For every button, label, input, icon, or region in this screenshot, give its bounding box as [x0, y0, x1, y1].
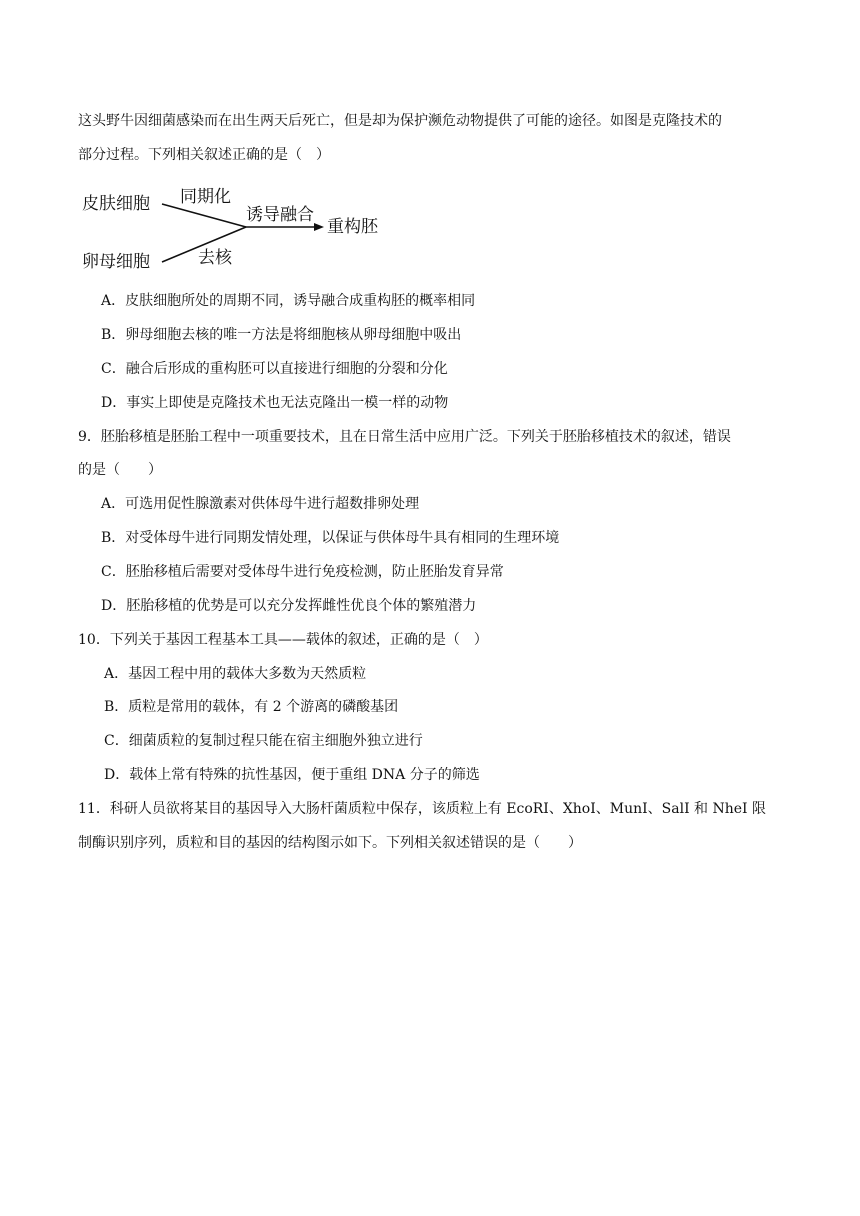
q8-option-c: C．融合后形成的重构胚可以直接进行细胞的分裂和分化: [101, 361, 448, 377]
q9-option-d: D．胚胎移植的优势是可以充分发挥雌性优良个体的繁殖潜力: [101, 598, 477, 614]
q10-option-c: C．细菌质粒的复制过程只能在宿主细胞外独立进行: [104, 733, 423, 749]
q9-stem-line-2: 的是（ ）: [78, 462, 162, 478]
q11-stem-line-1: 11．科研人员欲将某目的基因导入大肠杆菌质粒中保存，该质粒上有 EcoRI、XhoI、MunI、SalI 和 NheI 限: [78, 801, 767, 817]
fusion-arrow-head: [314, 223, 324, 231]
skin-cell-label: 皮肤细胞: [82, 194, 150, 214]
q10-option-b: B．质粒是常用的载体，有 2 个游离的磷酸基团: [104, 699, 399, 715]
q9-option-b: B．对受体母牛进行同期发情处理，以保证与供体母牛具有相同的生理环境: [101, 530, 560, 546]
q9-option-a: A．可选用促性腺激素对供体母牛进行超数排卵处理: [101, 496, 420, 512]
intro-line-1: 这头野牛因细菌感染而在出生两天后死亡，但是却为保护濒危动物提供了可能的途径。如图是克隆技术的: [78, 113, 722, 129]
synchronize-label: 同期化: [180, 187, 231, 207]
q8-option-d: D．事实上即使是克隆技术也无法克隆出一模一样的动物: [101, 395, 449, 411]
q10-option-d: D．载体上常有特殊的抗性基因，便于重组 DNA 分子的筛选: [104, 767, 480, 783]
q11-stem-line-2: 制酶识别序列，质粒和目的基因的结构图示如下。下列相关叙述错误的是（ ）: [78, 835, 582, 851]
q9-stem-line-1: 9．胚胎移植是胚胎工程中一项重要技术，且在日常生活中应用广泛。下列关于胚胎移植技术的叙述，错误: [78, 429, 731, 445]
skin-cell-line: [162, 204, 246, 227]
enucleate-label: 去核: [198, 248, 232, 268]
q10-option-a: A．基因工程中用的载体大多数为天然质粒: [104, 666, 367, 682]
cloning-diagram: [80, 180, 400, 280]
q8-option-b: B．卵母细胞去核的唯一方法是将细胞核从卵母细胞中吸出: [101, 327, 462, 343]
q9-option-c: C．胚胎移植后需要对受体母牛进行免疫检测，防止胚胎发育异常: [101, 564, 504, 580]
q8-option-a: A．皮肤细胞所处的周期不同，诱导融合成重构胚的概率相同: [101, 293, 476, 309]
reconstructed-embryo-label: 重构胚: [327, 217, 378, 237]
induce-fusion-label: 诱导融合: [246, 205, 314, 225]
oocyte-label: 卵母细胞: [82, 252, 150, 272]
q10-stem: 10．下列关于基因工程基本工具——载体的叙述，正确的是（ ）: [78, 632, 488, 648]
intro-line-2: 部分过程。下列相关叙述正确的是（ ）: [78, 147, 330, 163]
